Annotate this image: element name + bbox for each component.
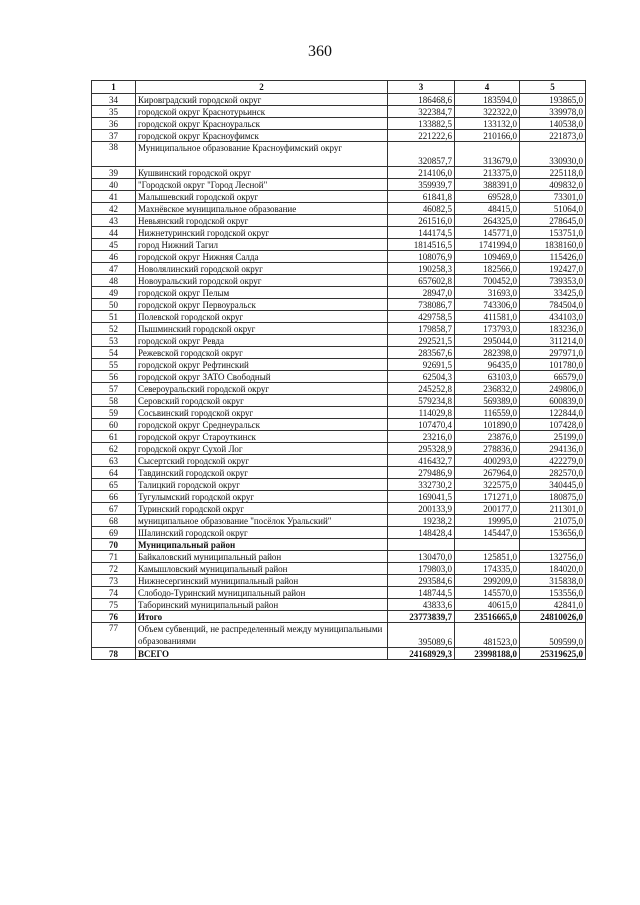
value-col3-cell: 416432,7	[388, 455, 455, 467]
value-col3-cell: 148744,5	[388, 587, 455, 599]
value-col3-cell: 200133,9	[388, 503, 455, 515]
value-col5-cell: 132756,0	[520, 551, 586, 563]
value-col5-cell: 211301,0	[520, 503, 586, 515]
row-number-cell: 62	[92, 443, 136, 455]
row-number-cell: 36	[92, 118, 136, 130]
value-col4-cell: 23998188,0	[455, 648, 520, 660]
row-number-cell: 45	[92, 239, 136, 251]
value-col3-cell: 24168929,3	[388, 648, 455, 660]
municipality-name-cell: городской округ Пелым	[136, 287, 388, 299]
value-col5-cell: 42841,0	[520, 599, 586, 611]
row-number-cell: 49	[92, 287, 136, 299]
value-col4-cell	[455, 539, 520, 551]
table-row	[92, 179, 586, 191]
value-col4-cell: 31693,0	[455, 287, 520, 299]
value-col5-cell: 25319625,0	[520, 648, 586, 660]
table-row	[92, 287, 586, 299]
row-number-cell: 38	[92, 142, 136, 167]
municipality-name-cell: муниципальное образование "посёлок Уральский"	[136, 515, 388, 527]
value-col3-cell: 429758,5	[388, 311, 455, 323]
table-row	[92, 311, 586, 323]
municipality-name-cell: Североуральский городской округ	[136, 383, 388, 395]
value-col4-cell: 69528,0	[455, 191, 520, 203]
value-col5-cell: 330930,0	[520, 142, 586, 167]
value-col3-cell: 148428,4	[388, 527, 455, 539]
value-col5-cell: 600839,0	[520, 395, 586, 407]
municipality-name-cell: Малышевский городской округ	[136, 191, 388, 203]
row-number-cell: 70	[92, 539, 136, 551]
value-col5-cell: 311214,0	[520, 335, 586, 347]
row-number-cell: 47	[92, 263, 136, 275]
value-col4-cell: 322322,0	[455, 106, 520, 118]
value-col3-cell: 214106,0	[388, 167, 455, 179]
value-col3-cell: 283567,6	[388, 347, 455, 359]
row-number-cell: 56	[92, 371, 136, 383]
row-number-cell: 55	[92, 359, 136, 371]
value-col5-cell: 153751,0	[520, 227, 586, 239]
value-col4-cell: 101890,0	[455, 419, 520, 431]
value-col3-cell: 46082,5	[388, 203, 455, 215]
municipality-name-cell: Таборинский муниципальный район	[136, 599, 388, 611]
table-row	[92, 371, 586, 383]
value-col5-cell: 21075,0	[520, 515, 586, 527]
value-col5-cell: 180875,0	[520, 491, 586, 503]
value-col3-cell: 190258,3	[388, 263, 455, 275]
row-number-cell: 39	[92, 167, 136, 179]
table-body	[92, 94, 586, 660]
value-col3-cell: 1814516,5	[388, 239, 455, 251]
value-col4-cell: 322575,0	[455, 479, 520, 491]
value-col5-cell: 115426,0	[520, 251, 586, 263]
value-col4-cell: 299209,0	[455, 575, 520, 587]
value-col5-cell: 153556,0	[520, 587, 586, 599]
value-col5-cell: 25199,0	[520, 431, 586, 443]
table-row	[92, 479, 586, 491]
value-col3-cell: 28947,0	[388, 287, 455, 299]
municipality-name-cell: Тавдинский городской округ	[136, 467, 388, 479]
value-col4-cell: 48415,0	[455, 203, 520, 215]
row-number-cell: 64	[92, 467, 136, 479]
row-number-cell: 44	[92, 227, 136, 239]
municipality-name-cell: Муниципальный район	[136, 539, 388, 551]
municipality-name-cell: Сысертский городской округ	[136, 455, 388, 467]
value-col3-cell: 23773839,7	[388, 611, 455, 623]
value-col5-cell: 294136,0	[520, 443, 586, 455]
value-col3-cell: 295328,9	[388, 443, 455, 455]
value-col4-cell: 569389,0	[455, 395, 520, 407]
value-col4-cell: 125851,0	[455, 551, 520, 563]
table-row	[92, 191, 586, 203]
value-col3-cell: 279486,9	[388, 467, 455, 479]
value-col4-cell: 182566,0	[455, 263, 520, 275]
table-row	[92, 443, 586, 455]
table-row	[92, 539, 586, 551]
row-number-cell: 68	[92, 515, 136, 527]
row-number-cell: 52	[92, 323, 136, 335]
row-number-cell: 76	[92, 611, 136, 623]
row-number-cell: 53	[92, 335, 136, 347]
municipality-name-cell: Кировградский городской округ	[136, 94, 388, 106]
value-col5-cell: 51064,0	[520, 203, 586, 215]
value-col5-cell: 315838,0	[520, 575, 586, 587]
table-row	[92, 563, 586, 575]
value-col3-cell: 61841,8	[388, 191, 455, 203]
value-col5-cell: 509599,0	[520, 623, 586, 648]
row-number-cell: 41	[92, 191, 136, 203]
table-row	[92, 611, 586, 623]
municipality-name-cell: Камышловский муниципальный район	[136, 563, 388, 575]
table-row	[92, 515, 586, 527]
row-number-cell: 46	[92, 251, 136, 263]
value-col4-cell: 96435,0	[455, 359, 520, 371]
row-number-cell: 66	[92, 491, 136, 503]
municipality-name-cell: Слободо-Туринский муниципальный район	[136, 587, 388, 599]
municipality-name-cell: Муниципальное образование Красноуфимский округ	[136, 142, 388, 167]
table-row	[92, 335, 586, 347]
value-col3-cell: 320857,7	[388, 142, 455, 167]
table-row	[92, 407, 586, 419]
municipality-name-cell: Кушвинский городской округ	[136, 167, 388, 179]
municipality-name-cell: Тугулымский городской округ	[136, 491, 388, 503]
value-col4-cell: 183594,0	[455, 94, 520, 106]
value-col5-cell: 422279,0	[520, 455, 586, 467]
value-col5-cell: 184020,0	[520, 563, 586, 575]
value-col4-cell: 210166,0	[455, 130, 520, 142]
value-col3-cell: 261516,0	[388, 215, 455, 227]
value-col5-cell: 784504,0	[520, 299, 586, 311]
value-col5-cell: 340445,0	[520, 479, 586, 491]
table-row	[92, 167, 586, 179]
value-col5-cell: 192427,0	[520, 263, 586, 275]
municipality-name-cell: "Городской округ "Город Лесной"	[136, 179, 388, 191]
value-col5-cell: 278645,0	[520, 215, 586, 227]
municipality-name-cell: Новоуральский городской округ	[136, 275, 388, 287]
municipality-name-cell: ВСЕГО	[136, 648, 388, 660]
table-row	[92, 275, 586, 287]
municipality-name-cell: городской округ Красноуфимск	[136, 130, 388, 142]
row-number-cell: 67	[92, 503, 136, 515]
value-col4-cell: 109469,0	[455, 251, 520, 263]
table-row	[92, 239, 586, 251]
column-header: 2	[136, 81, 388, 94]
row-number-cell: 58	[92, 395, 136, 407]
value-col5-cell: 434103,0	[520, 311, 586, 323]
value-col5-cell: 183236,0	[520, 323, 586, 335]
table-row	[92, 227, 586, 239]
value-col5-cell: 409832,0	[520, 179, 586, 191]
value-col5-cell	[520, 539, 586, 551]
value-col3-cell: 107470,4	[388, 419, 455, 431]
value-col3-cell: 144174,5	[388, 227, 455, 239]
value-col3-cell: 108076,9	[388, 251, 455, 263]
row-number-cell: 51	[92, 311, 136, 323]
value-col5-cell: 193865,0	[520, 94, 586, 106]
value-col4-cell: 145771,0	[455, 227, 520, 239]
value-col3-cell: 245252,8	[388, 383, 455, 395]
value-col4-cell: 116559,0	[455, 407, 520, 419]
value-col3-cell: 92691,5	[388, 359, 455, 371]
value-col4-cell: 23516665,0	[455, 611, 520, 623]
value-col4-cell: 173793,0	[455, 323, 520, 335]
value-col5-cell: 73301,0	[520, 191, 586, 203]
value-col3-cell: 179858,7	[388, 323, 455, 335]
value-col4-cell: 40615,0	[455, 599, 520, 611]
row-number-cell: 61	[92, 431, 136, 443]
municipality-name-cell: Новолялинский городской округ	[136, 263, 388, 275]
table-row	[92, 587, 586, 599]
row-number-cell: 54	[92, 347, 136, 359]
row-number-cell: 65	[92, 479, 136, 491]
municipality-name-cell: городской округ Сухой Лог	[136, 443, 388, 455]
value-col4-cell: 213375,0	[455, 167, 520, 179]
value-col4-cell: 63103,0	[455, 371, 520, 383]
table-row	[92, 251, 586, 263]
municipality-name-cell: Режевской городской округ	[136, 347, 388, 359]
municipality-name-cell: Талицкий городской округ	[136, 479, 388, 491]
value-col5-cell: 225118,0	[520, 167, 586, 179]
municipality-name-cell: Шалинский городской округ	[136, 527, 388, 539]
row-number-cell: 63	[92, 455, 136, 467]
value-col4-cell: 278836,0	[455, 443, 520, 455]
value-col4-cell: 700452,0	[455, 275, 520, 287]
value-col3-cell: 293584,6	[388, 575, 455, 587]
table-row	[92, 551, 586, 563]
municipality-name-cell: городской округ Рефтинский	[136, 359, 388, 371]
table-row	[92, 648, 586, 660]
value-col5-cell: 66579,0	[520, 371, 586, 383]
municipality-name-cell: Полевской городской округ	[136, 311, 388, 323]
value-col5-cell: 101780,0	[520, 359, 586, 371]
value-col4-cell: 264325,0	[455, 215, 520, 227]
value-col4-cell: 267964,0	[455, 467, 520, 479]
row-number-cell: 60	[92, 419, 136, 431]
column-header: 4	[455, 81, 520, 94]
municipality-name-cell: городской округ Среднеуральск	[136, 419, 388, 431]
municipality-name-cell: Объем субвенций, не распределенный между муниципальными образованиями	[136, 623, 388, 648]
municipality-name-cell: Невьянский городской округ	[136, 215, 388, 227]
table-row	[92, 106, 586, 118]
municipality-name-cell: Туринский городской округ	[136, 503, 388, 515]
value-col4-cell: 174335,0	[455, 563, 520, 575]
value-col5-cell: 153656,0	[520, 527, 586, 539]
value-col4-cell: 171271,0	[455, 491, 520, 503]
value-col4-cell: 145570,0	[455, 587, 520, 599]
municipality-name-cell: Итого	[136, 611, 388, 623]
row-number-cell: 75	[92, 599, 136, 611]
municipality-name-cell: городской округ ЗАТО Свободный	[136, 371, 388, 383]
table-row	[92, 263, 586, 275]
table-row	[92, 503, 586, 515]
column-header: 1	[92, 81, 136, 94]
table-row	[92, 94, 586, 106]
row-number-cell: 73	[92, 575, 136, 587]
value-col4-cell: 145447,0	[455, 527, 520, 539]
municipality-name-cell: городской округ Нижняя Салда	[136, 251, 388, 263]
row-number-cell: 77	[92, 623, 136, 648]
municipality-name-cell: городской округ Краснотурьинск	[136, 106, 388, 118]
row-number-cell: 43	[92, 215, 136, 227]
row-number-cell: 71	[92, 551, 136, 563]
table-row	[92, 455, 586, 467]
page-number: 360	[308, 43, 332, 60]
value-col3-cell: 130470,0	[388, 551, 455, 563]
value-col3-cell: 292521,5	[388, 335, 455, 347]
municipality-name-cell: Пышминский городской округ	[136, 323, 388, 335]
row-number-cell: 42	[92, 203, 136, 215]
table-row	[92, 575, 586, 587]
value-col5-cell: 1838160,0	[520, 239, 586, 251]
value-col4-cell: 388391,0	[455, 179, 520, 191]
table-row	[92, 142, 586, 167]
table-row	[92, 359, 586, 371]
municipality-name-cell: городской округ Ревда	[136, 335, 388, 347]
municipality-name-cell: Нижнесергинский муниципальный район	[136, 575, 388, 587]
table-row	[92, 527, 586, 539]
row-number-cell: 35	[92, 106, 136, 118]
value-col4-cell: 133132,0	[455, 118, 520, 130]
row-number-cell: 69	[92, 527, 136, 539]
table-row	[92, 215, 586, 227]
value-col3-cell: 322384,7	[388, 106, 455, 118]
table-header-row	[92, 81, 586, 94]
value-col4-cell: 481523,0	[455, 623, 520, 648]
value-col3-cell: 23216,0	[388, 431, 455, 443]
value-col5-cell: 282570,0	[520, 467, 586, 479]
value-col3-cell: 133882,5	[388, 118, 455, 130]
table-row	[92, 383, 586, 395]
municipality-name-cell: Байкаловский муниципальный район	[136, 551, 388, 563]
value-col4-cell: 411581,0	[455, 311, 520, 323]
value-col4-cell: 19995,0	[455, 515, 520, 527]
value-col4-cell: 295044,0	[455, 335, 520, 347]
value-col4-cell: 282398,0	[455, 347, 520, 359]
row-number-cell: 48	[92, 275, 136, 287]
municipality-name-cell: Сосьвинский городской округ	[136, 407, 388, 419]
value-col3-cell: 738086,7	[388, 299, 455, 311]
value-col3-cell: 332730,2	[388, 479, 455, 491]
value-col5-cell: 107428,0	[520, 419, 586, 431]
row-number-cell: 50	[92, 299, 136, 311]
table-row	[92, 395, 586, 407]
value-col5-cell: 24810026,0	[520, 611, 586, 623]
value-col3-cell: 221222,6	[388, 130, 455, 142]
row-number-cell: 57	[92, 383, 136, 395]
row-number-cell: 72	[92, 563, 136, 575]
table-row	[92, 203, 586, 215]
value-col4-cell: 743306,0	[455, 299, 520, 311]
value-col5-cell: 339978,0	[520, 106, 586, 118]
row-number-cell: 37	[92, 130, 136, 142]
value-col3-cell: 395089,6	[388, 623, 455, 648]
value-col3-cell	[388, 539, 455, 551]
table-row	[92, 299, 586, 311]
table-row	[92, 323, 586, 335]
row-number-cell: 59	[92, 407, 136, 419]
value-col5-cell: 249806,0	[520, 383, 586, 395]
subvention-table	[91, 80, 586, 660]
value-col5-cell: 739353,0	[520, 275, 586, 287]
value-col3-cell: 169041,5	[388, 491, 455, 503]
table-row	[92, 467, 586, 479]
value-col5-cell: 122844,0	[520, 407, 586, 419]
table-row	[92, 599, 586, 611]
municipality-name-cell: Серовский городской округ	[136, 395, 388, 407]
value-col3-cell: 43833,6	[388, 599, 455, 611]
value-col3-cell: 19238,2	[388, 515, 455, 527]
table-row	[92, 130, 586, 142]
table-row	[92, 118, 586, 130]
municipality-name-cell: Нижнетуринский городской округ	[136, 227, 388, 239]
value-col3-cell: 179803,0	[388, 563, 455, 575]
municipality-name-cell: городской округ Красноуральск	[136, 118, 388, 130]
municipality-name-cell: городской округ Первоуральск	[136, 299, 388, 311]
row-number-cell: 34	[92, 94, 136, 106]
value-col3-cell: 62504,3	[388, 371, 455, 383]
value-col4-cell: 236832,0	[455, 383, 520, 395]
municipality-name-cell: Махнёвское муниципальное образование	[136, 203, 388, 215]
column-header: 5	[520, 81, 586, 94]
value-col4-cell: 313679,0	[455, 142, 520, 167]
municipality-name-cell: городской округ Староуткинск	[136, 431, 388, 443]
row-number-cell: 74	[92, 587, 136, 599]
table-row	[92, 347, 586, 359]
table-row	[92, 623, 586, 648]
row-number-cell: 78	[92, 648, 136, 660]
municipality-name-cell: город Нижний Тагил	[136, 239, 388, 251]
value-col4-cell: 200177,0	[455, 503, 520, 515]
value-col3-cell: 657602,8	[388, 275, 455, 287]
value-col3-cell: 114029,8	[388, 407, 455, 419]
value-col5-cell: 33425,0	[520, 287, 586, 299]
value-col4-cell: 1741994,0	[455, 239, 520, 251]
table-row	[92, 419, 586, 431]
column-header: 3	[388, 81, 455, 94]
value-col3-cell: 359939,7	[388, 179, 455, 191]
value-col5-cell: 140538,0	[520, 118, 586, 130]
row-number-cell: 40	[92, 179, 136, 191]
value-col3-cell: 579234,8	[388, 395, 455, 407]
table-row	[92, 431, 586, 443]
value-col4-cell: 23876,0	[455, 431, 520, 443]
value-col5-cell: 297971,0	[520, 347, 586, 359]
value-col4-cell: 400293,0	[455, 455, 520, 467]
table-row	[92, 491, 586, 503]
value-col3-cell: 186468,6	[388, 94, 455, 106]
value-col5-cell: 221873,0	[520, 130, 586, 142]
